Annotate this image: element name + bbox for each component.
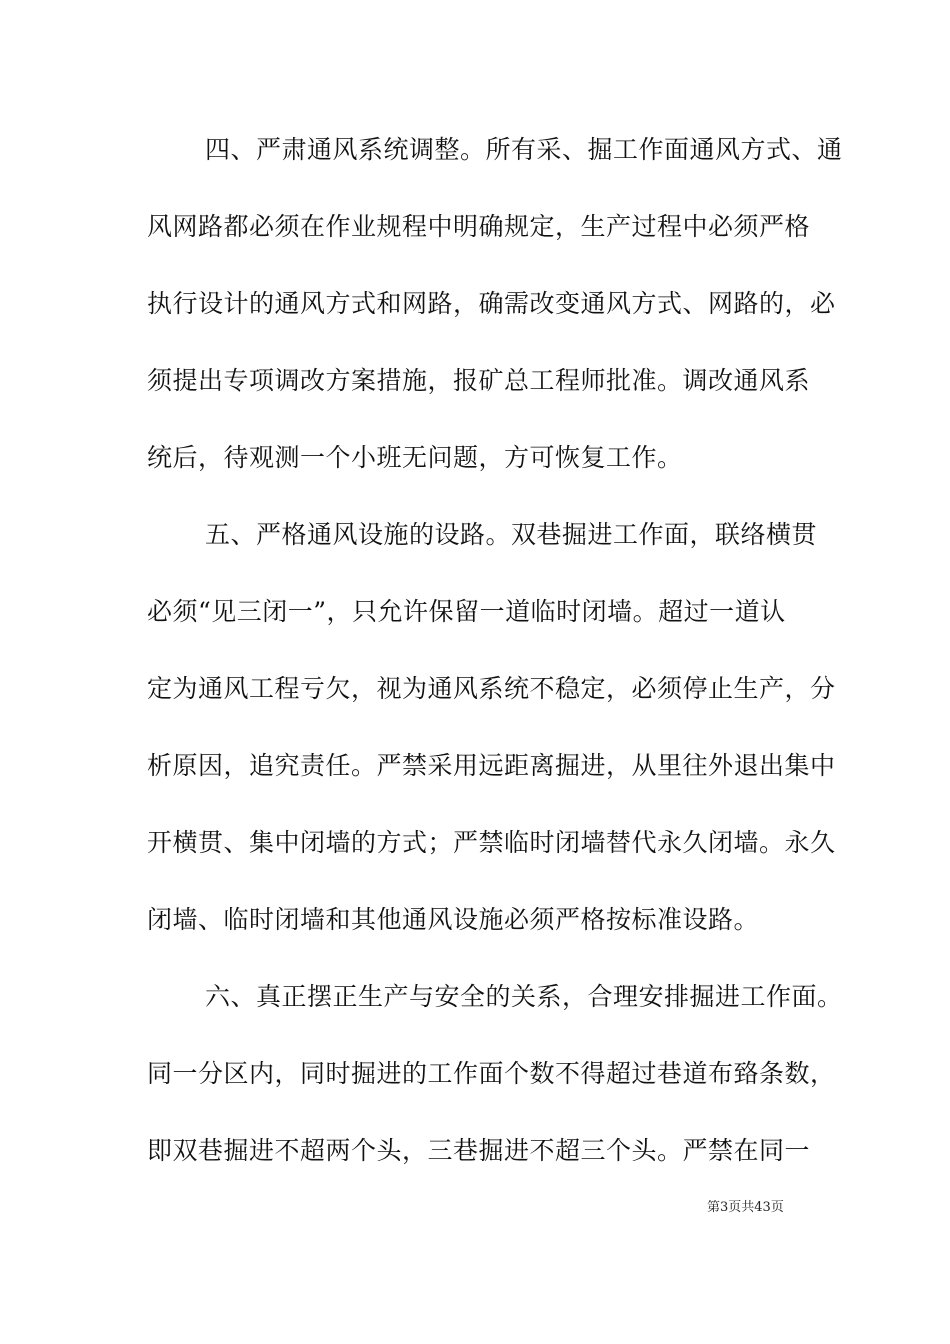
- paragraph-5-line-2: 必须“见三闭一”，只允许保留一道临时闭墙。超过一道认: [147, 597, 786, 626]
- paragraph-5-line-4: 析原因，追究责任。严禁采用远距离掘进，从里往外退出集中: [147, 751, 836, 780]
- paragraph-4-line-5: 统后，待观测一个小班无问题，方可恢复工作。: [147, 443, 683, 472]
- paragraph-4-line-4: 须提出专项调改方案措施，报矿总工程师批准。调改通风系: [147, 366, 811, 395]
- paragraph-6-line-3: 即双巷掘进不超两个头，三巷掘进不超三个头。严禁在同一: [147, 1136, 811, 1165]
- paragraph-6-line-1: 六、真正摆正生产与安全的关系，合理安排掘进工作面。: [205, 982, 843, 1011]
- paragraph-6-line-2: 同一分区内，同时掘进的工作面个数不得超过巷道布臵条数，: [147, 1059, 836, 1088]
- paragraph-5-line-1: 五、严格通风设施的设路。双巷掘进工作面，联络横贯: [205, 520, 818, 549]
- paragraph-4-line-1: 四、严肃通风系统调整。所有采、掘工作面通风方式、通: [205, 135, 843, 164]
- paragraph-5-line-6: 闭墙、临时闭墙和其他通风设施必须严格按标准设路。: [147, 905, 760, 934]
- paragraph-4-line-2: 风网路都必须在作业规程中明确规定，生产过程中必须严格: [147, 212, 811, 241]
- body-text: [147, 130, 843, 1208]
- paragraph-5-line-3: 定为通风工程亏欠，视为通风系统不稳定，必须停止生产，分: [147, 674, 836, 703]
- paragraph-5-line-5: 开横贯、集中闭墙的方式；严禁临时闭墙替代永久闭墙。永久: [147, 828, 836, 857]
- page-number: 第3页共43页: [707, 1200, 784, 1215]
- paragraph-4-line-3: 执行设计的通风方式和网路，确需改变通风方式、网路的，必: [147, 289, 836, 318]
